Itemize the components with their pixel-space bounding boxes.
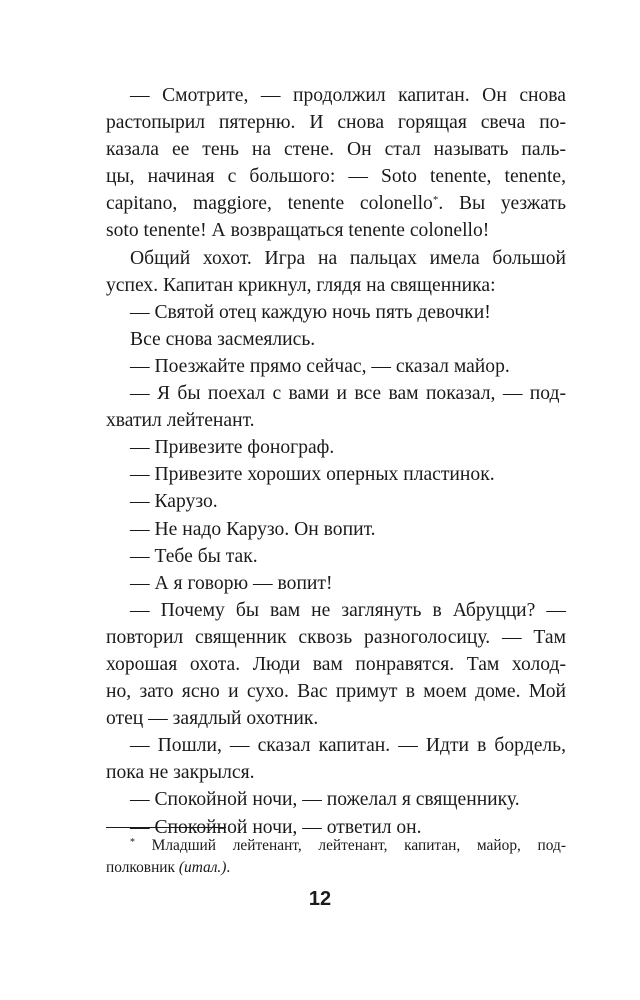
text-line <box>106 732 566 759</box>
text-line-content: soto tenente! А возвращаться tenente colonello! <box>106 220 490 242</box>
text-line <box>106 516 566 543</box>
text-line-content: хорошая охота. Люди вам понравятся. Там холод- <box>106 653 566 675</box>
text-line <box>106 570 566 597</box>
text-line-content: повторил священник сквозь разноголосицу. — Там <box>106 626 566 648</box>
text-line-content: — Поезжайте прямо сейчас, — сказал майор. <box>130 355 510 377</box>
text-line-content: цы, начиная с большого: — Soto tenente, tenente, <box>106 166 566 188</box>
text-line <box>106 217 566 244</box>
text-line-content: отец — заядлый охотник. <box>106 708 319 730</box>
text-line <box>106 82 566 109</box>
text-line <box>106 678 566 705</box>
text-line <box>106 380 566 407</box>
text-line <box>106 299 566 326</box>
text-line <box>106 651 566 678</box>
text-line <box>106 136 566 163</box>
text-line <box>106 543 566 570</box>
text-line <box>106 190 566 217</box>
text-line-content: пока не закрылся. <box>106 762 255 784</box>
text-line-content: казала ее тень на стене. Он стал называть паль- <box>106 139 566 161</box>
text-line-content: но, зато ясно и сухо. Вас примут в моем доме. Мой <box>106 681 566 703</box>
main-text <box>106 82 566 841</box>
text-line <box>106 272 566 299</box>
text-line-content: успех. Капитан крикнул, глядя на священника: <box>106 274 496 296</box>
text-line <box>106 353 566 380</box>
text-line <box>106 488 566 515</box>
text-line <box>106 786 566 813</box>
text-line-content: — Привезите фонограф. <box>130 437 335 459</box>
text-line-content: — А я говорю — вопит! <box>130 572 333 594</box>
text-line-content: растопырил пятерню. И снова горящая свеча по- <box>106 112 566 134</box>
text-line-content: — Я бы поехал с вами и все вам показал, — под- <box>130 383 566 405</box>
page-number: 12 <box>308 888 332 910</box>
text-line-content: — Святой отец каждую ночь пять девочки! <box>130 301 491 323</box>
text-line-content: Общий хохот. Игра на пальцах имела большой <box>130 247 566 269</box>
text-line-content: — Спокойной ночи, — пожелал я священнику. <box>130 789 520 811</box>
text-line <box>106 705 566 732</box>
text-line-content: — Привезите хороших оперных пластинок. <box>130 464 495 486</box>
text-line <box>106 163 566 190</box>
text-line-content: . Вы уезжать <box>438 193 566 215</box>
text-line <box>106 245 566 272</box>
footnote-divider <box>106 827 226 828</box>
text-line-content: Все снова засмеялись. <box>130 328 316 350</box>
text-line-content: — Спокойной ночи, — ответил он. <box>130 816 422 838</box>
text-line-content: — Не надо Карузо. Он вопит. <box>130 518 376 540</box>
footnote-reference: * <box>432 194 439 207</box>
text-line-content: — Почему бы вам не заглянуть в Абруцци? — <box>130 599 566 621</box>
text-line <box>106 434 566 461</box>
text-line-content: хватил лейтенант. <box>106 410 255 432</box>
text-line-content: capitano, maggiore, tenente colonello <box>106 193 433 215</box>
footnote-marker: * <box>130 837 135 848</box>
text-line <box>106 461 566 488</box>
footnote-line <box>106 857 566 879</box>
text-line-content: — Карузо. <box>130 491 218 513</box>
text-line <box>106 597 566 624</box>
text-line <box>106 326 566 353</box>
footnote <box>106 835 566 879</box>
footnote-text: полковник <box>106 859 179 876</box>
text-line-content: — Пошли, — сказал капитан. — Идти в бордель, <box>130 735 566 757</box>
footnote-text: . <box>226 859 231 876</box>
footnote-italic: (итал.) <box>178 859 227 876</box>
footnote-line <box>106 835 566 857</box>
text-line <box>106 624 566 651</box>
text-line <box>106 109 566 136</box>
text-line-content: — Тебе бы так. <box>130 545 258 567</box>
footnote-text: Младший лейтенант, лейтенант, капитан, майор, под- <box>151 837 566 854</box>
text-line-content: — Смотрите, — продолжил капитан. Он снова <box>130 85 566 106</box>
text-line <box>106 759 566 786</box>
text-line <box>106 407 566 434</box>
